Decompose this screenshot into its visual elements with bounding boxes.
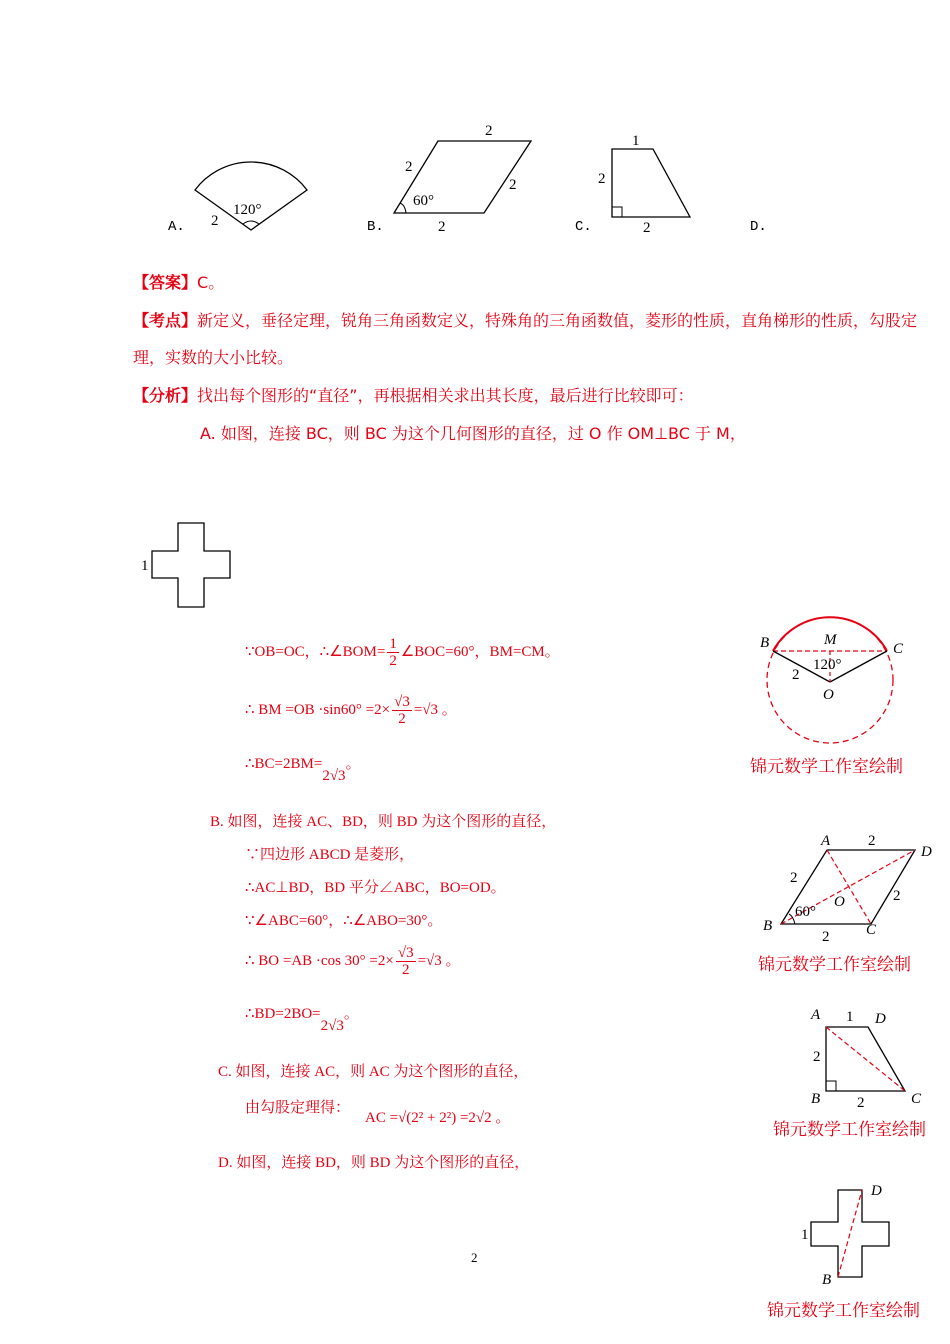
sector-side-label: 2 [211, 213, 219, 229]
figure-d-cross [800, 1180, 920, 1290]
fb-label-c: C [866, 922, 877, 938]
fa-side-label: 2 [792, 667, 800, 683]
option-b-label: B. [367, 219, 384, 235]
part-c-intro: C. 如图，连接 AC，则 AC 为这个图形的直径， [218, 1064, 529, 1080]
fb-left-label: 2 [790, 870, 798, 886]
fc-label-c: C [911, 1091, 922, 1107]
figure-option-b-rhombus [388, 123, 538, 235]
fc-caption: 锦元数学工作室绘制 [773, 1120, 926, 1140]
fb-label-b: B [763, 918, 773, 934]
part-a-line-1: ∵OB=OC，∴∠BOM= $\frac{1}{2}$ ∠BOC=60°，BM=CM。 [245, 636, 560, 669]
part-b-line-1: ∵四边形 ABCD 是菱形， [245, 847, 415, 863]
fb-top-label: 2 [868, 833, 876, 849]
fa-label-o: O [823, 687, 834, 703]
trap-left-label: 2 [598, 171, 606, 187]
fc-label-b: B [811, 1091, 821, 1107]
fb-right-label: 2 [893, 888, 901, 904]
figure-b-rhombus [755, 830, 935, 945]
fa-caption: 锦元数学工作室绘制 [750, 757, 903, 777]
fa-angle-label: 120° [813, 657, 842, 673]
fc-label-d: D [875, 1011, 886, 1027]
fa-label-m: M [824, 632, 837, 648]
fc-left-label: 2 [813, 1049, 821, 1065]
fd-side-label: 1 [801, 1227, 809, 1243]
part-d-intro: D. 如图，连接 BD，则 BD 为这个图形的直径， [218, 1155, 530, 1171]
figure-option-d-cross [138, 518, 238, 618]
answer-line [133, 270, 224, 293]
option-c-label: C. [575, 219, 592, 235]
part-b-line-2: ∴AC⊥BD，BD 平分∠ABC，BO=OD。 [245, 880, 506, 896]
trap-top-label: 1 [632, 133, 640, 149]
fenxi-label: 【分析】 [133, 386, 198, 405]
rhombus-left-label: 2 [405, 159, 413, 175]
fc-top-label: 1 [846, 1009, 854, 1025]
part-b-line-4: ∴ BO =AB ·cos 30° =2× $\frac{√3}{2}$ =√3 。 [245, 945, 461, 978]
kaodian-line-2: 理，实数的大小比较。 [133, 348, 294, 367]
trap-bottom-label: 2 [643, 220, 651, 236]
rhombus-top-label: 2 [485, 123, 493, 139]
cross-side-label: 1 [141, 558, 149, 574]
sector-angle-label: 120° [233, 202, 262, 218]
part-b-line-3: ∵∠ABC=60°，∴∠ABO=30°。 [245, 913, 443, 929]
answer-label: 【答案】 [133, 273, 198, 292]
figure-c-trapezoid [805, 1003, 935, 1111]
fd-label-d: D [871, 1183, 882, 1199]
page-number: 2 [471, 1250, 478, 1265]
figure-option-a-sector [185, 160, 325, 240]
figure-a-circle [745, 615, 925, 755]
rhombus-angle-label: 60° [413, 193, 434, 209]
fc-bottom-label: 2 [857, 1095, 865, 1111]
fenxi-line [133, 383, 694, 406]
option-d-label: D. [750, 219, 767, 235]
part-a-intro: A. 如图，连接 BC，则 BC 为这个几何图形的直径，过 O 作 OM⊥BC 于 M， [200, 424, 746, 443]
part-c-line-2: AC =√(2² + 2²) =2√2 。 [365, 1110, 511, 1126]
part-b-intro: B. 如图，连接 AC、BD，则 BD 为这个图形的直径， [210, 814, 557, 830]
part-c-line-1: 由勾股定理得： [245, 1100, 351, 1116]
fb-angle-label: 60° [795, 904, 816, 920]
option-a-label: A. [168, 219, 185, 235]
fd-label-b: B [822, 1272, 832, 1288]
kaodian-line [133, 308, 917, 331]
fd-caption: 锦元数学工作室绘制 [767, 1301, 920, 1321]
fb-caption: 锦元数学工作室绘制 [758, 955, 911, 975]
kaodian-text-1: 新定义，垂径定理，锐角三角函数定义，特殊角的三角函数值，菱形的性质，直角梯形的性质，勾股定 [197, 311, 918, 330]
rhombus-bottom-label: 2 [438, 219, 446, 235]
fb-label-a: A [821, 833, 831, 849]
fb-label-d: D [921, 844, 932, 860]
answer-text: C。 [197, 273, 225, 292]
fenxi-text: 找出每个图形的“直径”，再根据相关求出其长度，最后进行比较即可： [197, 386, 694, 405]
fa-label-b: B [760, 635, 770, 651]
fa-label-c: C [893, 641, 904, 657]
kaodian-label: 【考点】 [133, 311, 198, 330]
part-a-line-3: ∴BC=2BM=2√3。 [245, 756, 361, 784]
fb-bottom-label: 2 [822, 929, 830, 945]
fb-label-o: O [834, 894, 845, 910]
part-b-line-5: ∴BD=2BO=2√3。 [245, 1006, 359, 1034]
rhombus-right-label: 2 [509, 177, 517, 193]
fc-label-a: A [811, 1007, 821, 1023]
part-a-line-2: ∴ BM =OB ·sin60° =2× $\frac{√3}{2}$ =√3 。 [245, 694, 457, 727]
figure-option-c-trapezoid [595, 130, 695, 236]
